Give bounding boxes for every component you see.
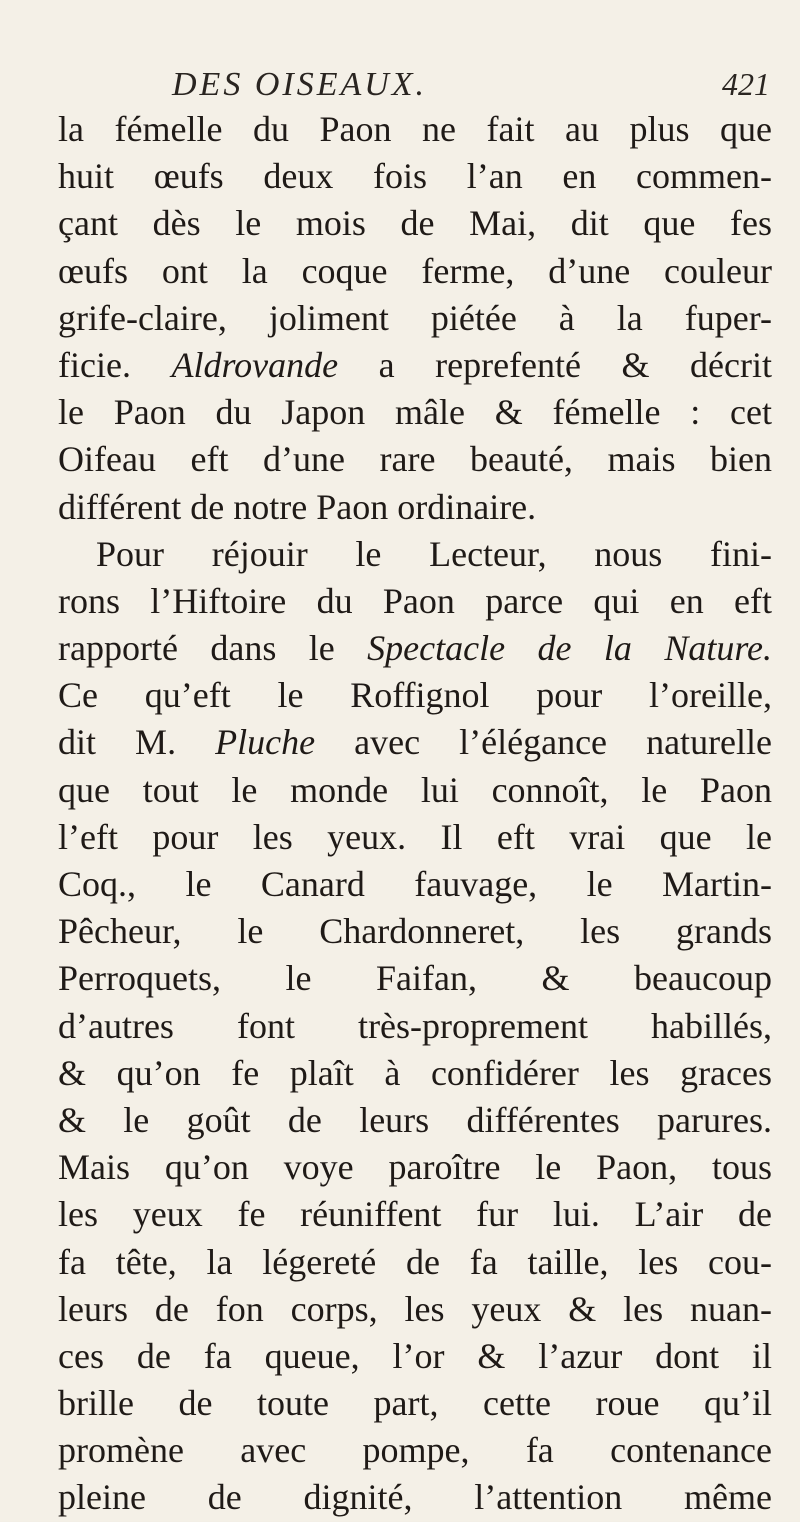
text-line bbox=[58, 1474, 772, 1521]
text-run: a reprefenté & décrit bbox=[338, 344, 772, 385]
text-line bbox=[58, 1003, 772, 1050]
text-line bbox=[58, 719, 772, 766]
text-run: Coq., le Canard fauvage, le Martin- bbox=[58, 864, 772, 904]
text-run: fa tête, la légereté de fa taille, les cou- bbox=[58, 1241, 772, 1282]
text-run: ces de fa queue, l’or & l’azur dont il bbox=[58, 1335, 772, 1376]
running-title: DES OISEAUX. bbox=[172, 66, 428, 103]
text-run: & qu’on fe plaît à confidérer les graces bbox=[58, 1052, 772, 1093]
text-line bbox=[58, 814, 772, 861]
text-run: grife-claire, joliment piétée à la fuper- bbox=[58, 297, 772, 338]
text-run: Ce qu’eft le Roffignol pour l’oreille, bbox=[58, 675, 772, 716]
text-run: & le goût de leurs différentes parures. bbox=[58, 1099, 772, 1140]
text-run: ficie. bbox=[58, 344, 172, 385]
text-run: les yeux fe réuniffent fur lui. L’air de bbox=[58, 1194, 772, 1235]
text-run: rons l’Hiftoire du Paon parce qui en eft bbox=[58, 580, 772, 621]
text-line bbox=[58, 625, 772, 672]
italic-name: Aldrovande bbox=[171, 344, 339, 385]
text-run: dit M. bbox=[58, 722, 216, 763]
text-run: Oifeau eft d’une rare beauté, mais bien bbox=[58, 439, 772, 480]
text-run: d’autres font très-proprement habillés, bbox=[58, 1005, 772, 1046]
text-line bbox=[58, 436, 772, 483]
text-line bbox=[58, 484, 772, 531]
text-run: Pêcheur, le Chardonneret, les grands bbox=[58, 911, 772, 952]
text-run: la fémelle du Paon ne fait au plus que bbox=[58, 109, 772, 149]
text-line bbox=[58, 200, 772, 247]
text-line bbox=[58, 248, 772, 295]
text-run: le Paon du Japon mâle & fémelle : cet bbox=[58, 392, 772, 433]
text-line bbox=[58, 908, 772, 955]
text-run: Mais qu’on voye paroître le Paon, tous bbox=[58, 1147, 772, 1188]
text-run: différent de notre Paon ordinaire. bbox=[58, 486, 537, 527]
text-line bbox=[58, 153, 772, 200]
text-line bbox=[58, 1144, 772, 1191]
page-header bbox=[60, 60, 770, 106]
text-run: Perroquets, le Faifan, & beaucoup bbox=[58, 958, 772, 999]
text-line bbox=[58, 1286, 772, 1333]
text-line bbox=[58, 1050, 772, 1097]
text-run: l’eft pour les yeux. Il eft vrai que le bbox=[58, 816, 772, 857]
text-run: çant dès le mois de Mai, dit que fes bbox=[58, 203, 772, 244]
text-line bbox=[58, 861, 772, 908]
italic-title: Spectacle de la Nature. bbox=[367, 628, 772, 669]
text-run: promène avec pompe, fa contenance bbox=[58, 1430, 772, 1471]
text-line bbox=[58, 1239, 772, 1286]
text-line bbox=[58, 1333, 772, 1380]
text-run: brille de toute part, cette roue qu’il bbox=[58, 1383, 772, 1424]
text-line bbox=[58, 1427, 772, 1474]
text-run: leurs de fon corps, les yeux & les nuan- bbox=[58, 1288, 772, 1329]
text-run: rapporté dans le bbox=[58, 628, 368, 669]
text-run: pleine de dignité, l’attention même bbox=[58, 1477, 772, 1518]
text-run: avec l’élégance naturelle bbox=[315, 722, 772, 763]
text-line bbox=[58, 295, 772, 342]
text-line bbox=[58, 106, 772, 153]
text-line bbox=[58, 955, 772, 1002]
text-line bbox=[58, 531, 772, 578]
text-line bbox=[58, 1380, 772, 1427]
text-line bbox=[58, 767, 772, 814]
text-line bbox=[58, 342, 772, 389]
text-line bbox=[58, 672, 772, 719]
text-line bbox=[58, 1097, 772, 1144]
text-run: Pour réjouir le Lecteur, nous fini- bbox=[96, 533, 772, 574]
body-text bbox=[58, 106, 772, 1522]
italic-name: Pluche bbox=[215, 722, 316, 763]
text-run: huit œufs deux fois l’an en commen- bbox=[58, 156, 772, 197]
page-number: 421 bbox=[722, 66, 770, 102]
text-run: œufs ont la coque ferme, d’une couleur bbox=[58, 250, 772, 291]
text-line bbox=[58, 1191, 772, 1238]
text-line bbox=[58, 389, 772, 436]
text-run: que tout le monde lui connoît, le Paon bbox=[58, 769, 772, 810]
text-line bbox=[58, 578, 772, 625]
